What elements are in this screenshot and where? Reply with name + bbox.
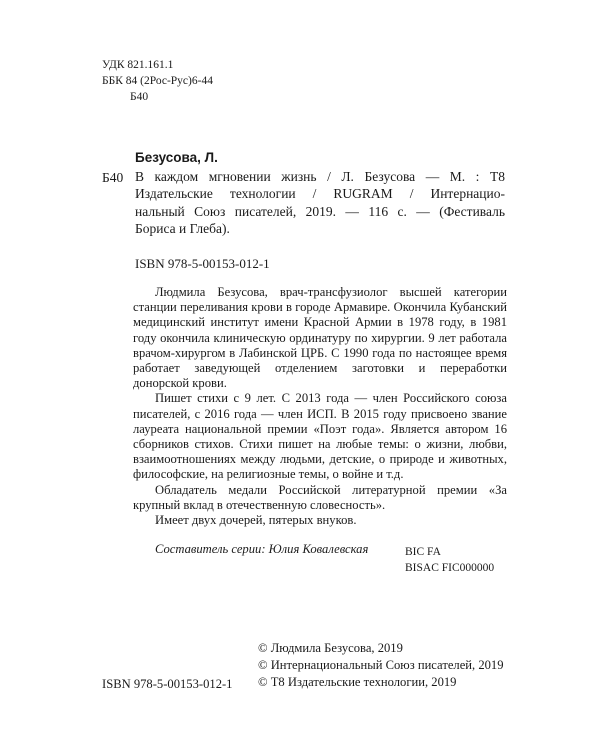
bisac-code: BISAC FIC000000: [405, 562, 495, 574]
annotation: [133, 285, 507, 557]
annotation-paragraph: Имеет двух дочерей, пятерых внуков.: [155, 513, 357, 528]
bib-line: В каждом мгновении жизнь / Л. Безусова — М. : Т8: [135, 169, 505, 184]
bic-code: BIC FA: [405, 546, 441, 558]
series-compiler: Составитель серии: Юлия Ковалевская: [155, 542, 369, 557]
copyright-block: [258, 640, 504, 691]
copyright-line: © Интернациональный Союз писателей, 2019: [258, 658, 504, 672]
copyright-line: © Людмила Безусова, 2019: [258, 641, 403, 655]
bbk-code: ББК 84 (2Рос-Рус)6-44: [102, 75, 213, 87]
bib-line: нальный Союз писателей, 2019. — 116 с. — (Фестиваль: [135, 203, 505, 219]
author-mark-side: Б40: [102, 170, 124, 185]
annotation-paragraph: Пишет стихи с 9 лет. С 2013 года — член Российского союза писателей, с 2016 года — член ИСП. В 2015 году присвоено звание лауреата национальной премии «Поэт года». Является автором 16 сборников стихов. Стихи пишет на любые темы: о жизни, любви, взаимоотношениях между людьми, детские, о природе и животных, философские, на религиозные темы, о войне и т.д.: [133, 391, 507, 482]
bib-line: Издательские технологии / RUGRAM / Интернацио-: [135, 186, 505, 202]
annotation-paragraph: Обладатель медали Российской литературной премии «За крупный вклад в отечественную словесность».: [133, 482, 507, 512]
isbn-main: ISBN 978-5-00153-012-1: [135, 256, 270, 271]
bib-line: Бориса и Глеба).: [135, 220, 230, 236]
annotation-paragraph: Людмила Безусова, врач-трансфузиолог высшей категории станции переливания крови в городе Армавире. Окончила Кубанский медицинский институт имени Красной Армии в 1978 году, в 1981 году окончила клиническую ординатуру по хирургии. 9 лет работала врачом-хирургом в Лабинской ЦРБ. С 1990 года по настоящее время работает заведующей отделением заготовки и переработки донорской крови.: [133, 285, 507, 391]
udk-code: УДК 821.161.1: [102, 59, 174, 71]
isbn-bottom: ISBN 978-5-00153-012-1: [102, 677, 233, 691]
copyright-line: © Т8 Издательские технологии, 2019: [258, 675, 457, 689]
author-name: Безусова, Л.: [135, 150, 218, 165]
author-mark-top: Б40: [130, 91, 149, 103]
bibliographic-record: [135, 168, 505, 237]
